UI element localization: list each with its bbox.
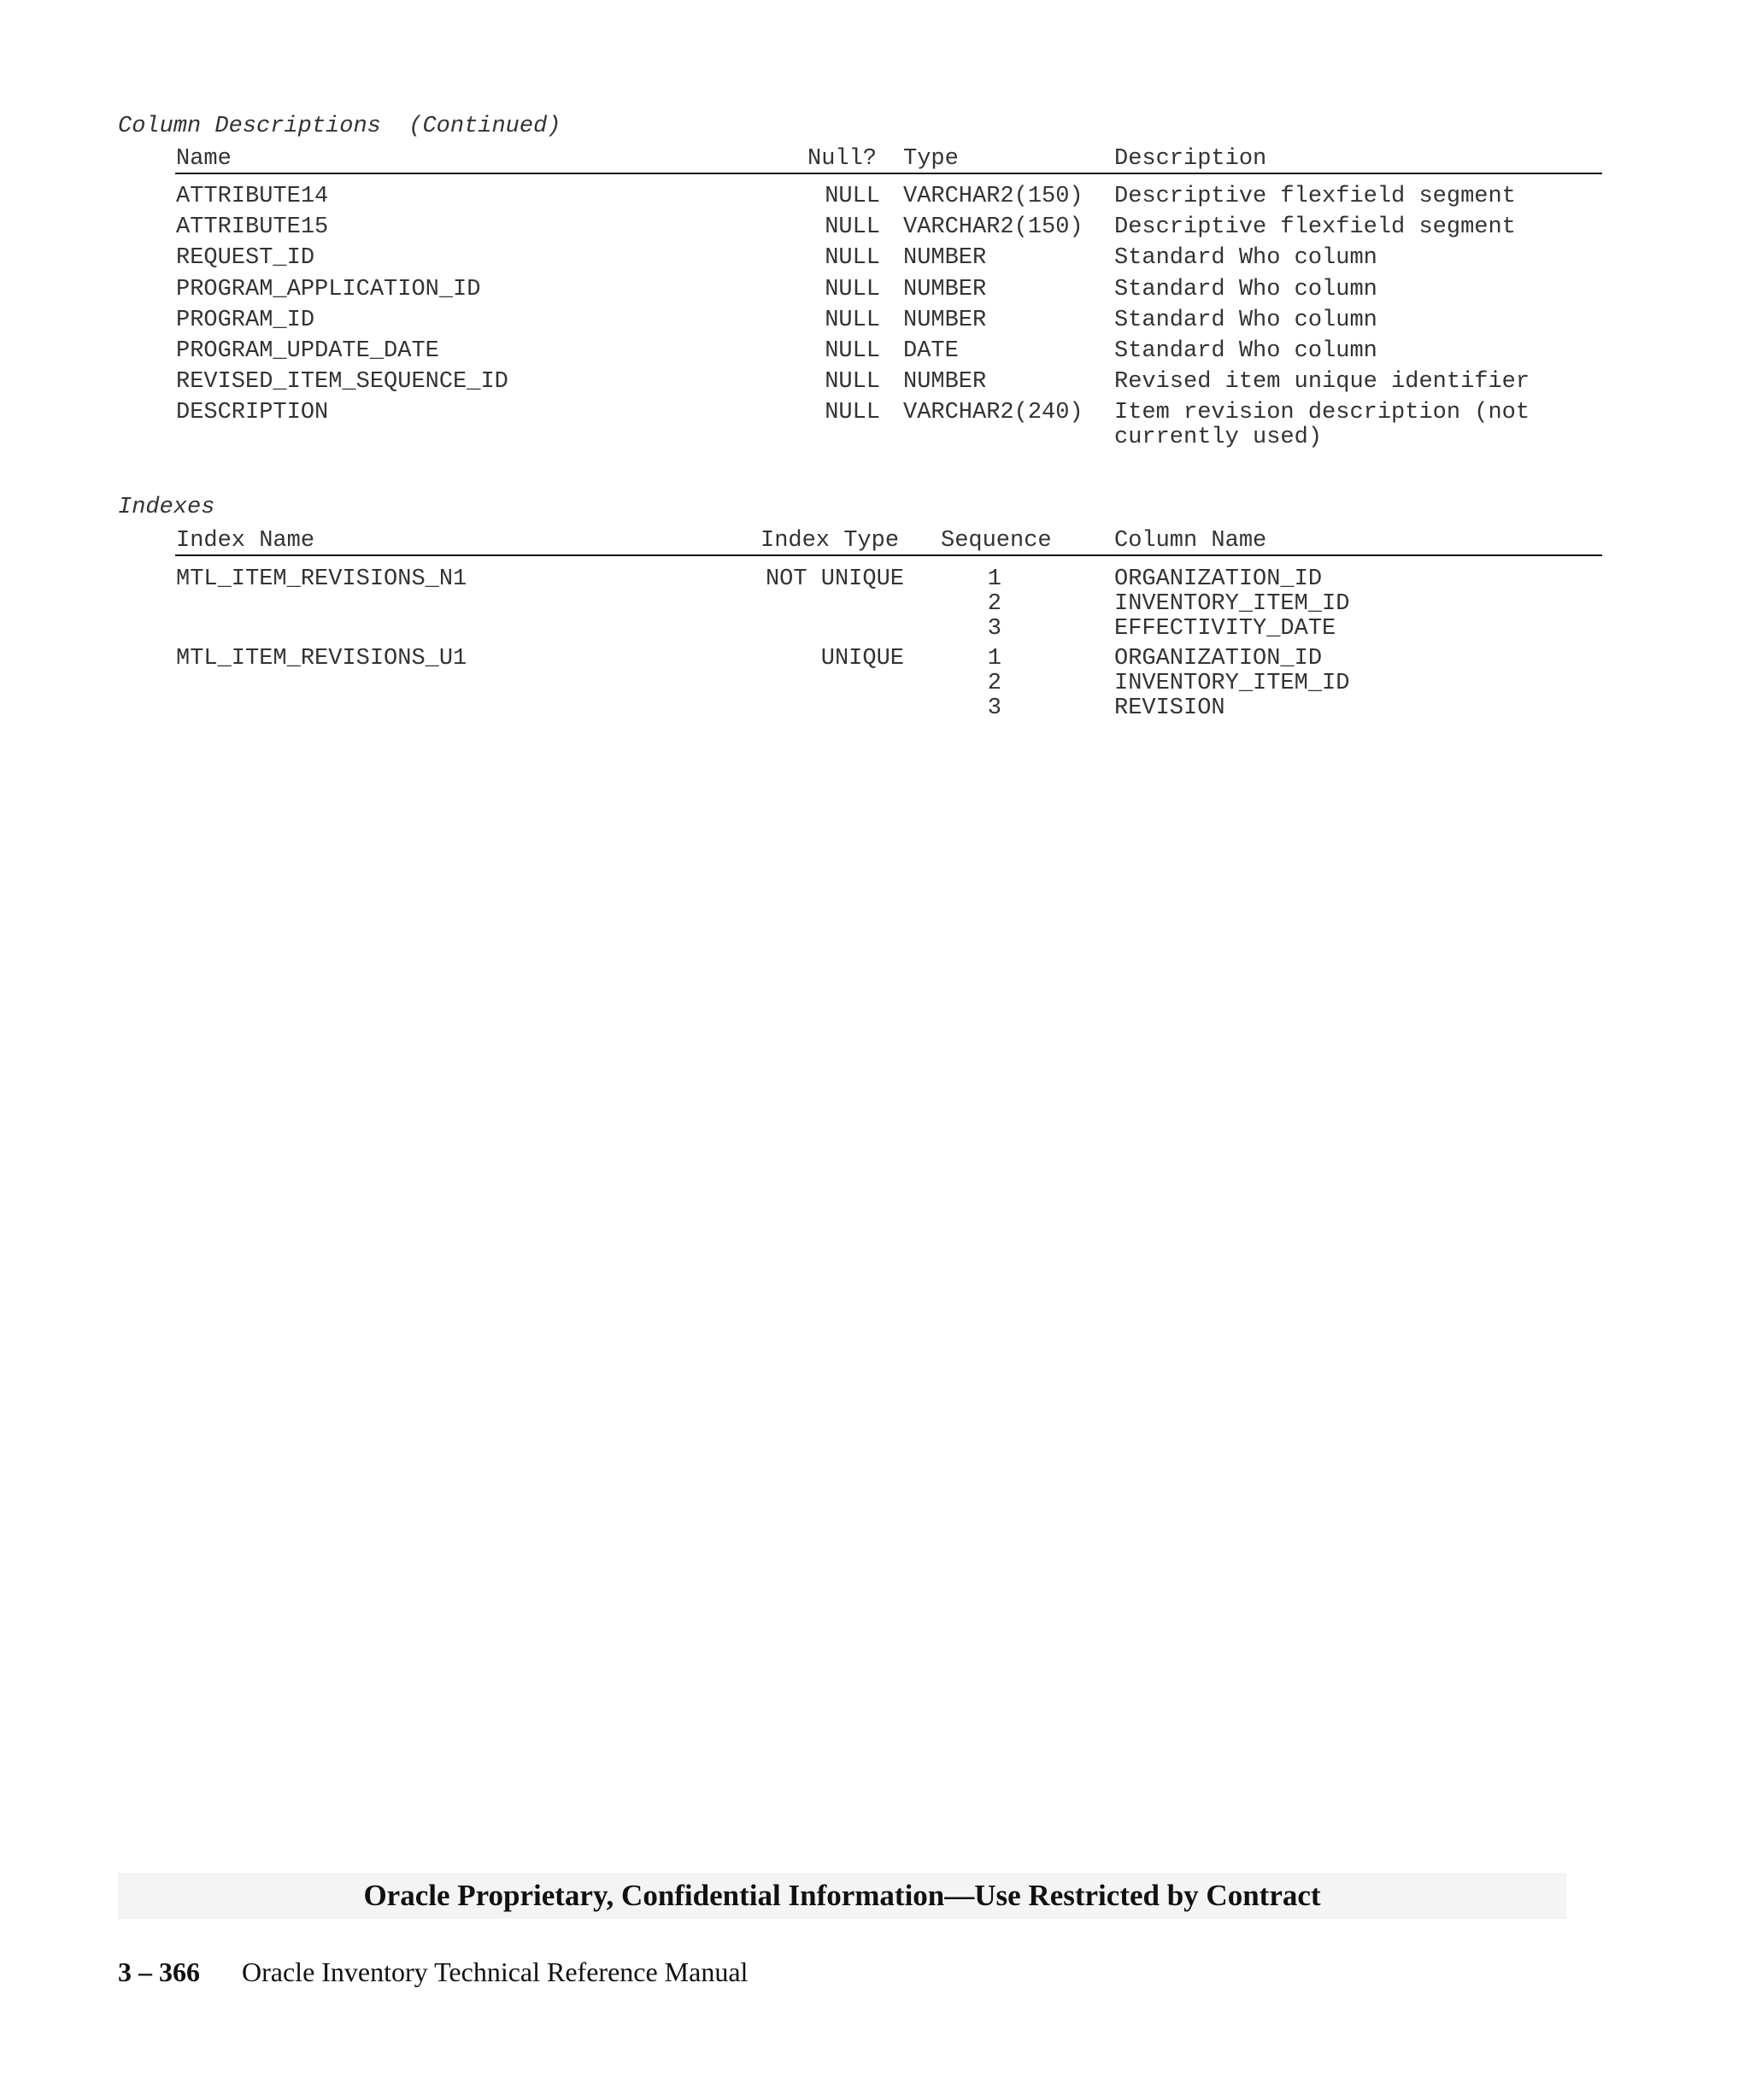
index-name-cell: MTL_ITEM_REVISIONS_U1: [176, 646, 467, 672]
header-index-type: Index Type: [760, 528, 900, 554]
column-description-cell: Standard Who column: [1114, 245, 1377, 271]
column-name-cell: REQUEST_ID: [176, 245, 315, 271]
manual-title: Oracle Inventory Technical Reference Manual: [242, 1956, 749, 1987]
column-type-cell: VARCHAR2(150): [903, 184, 1083, 209]
column-null-cell: NULL: [825, 338, 880, 364]
index-column-name-cell: ORGANIZATION_ID: [1114, 566, 1323, 592]
index-sequence-cell: 2: [987, 591, 1001, 617]
header-description: Description: [1114, 146, 1267, 172]
index-type-cell: NOT UNIQUE: [765, 566, 904, 592]
indexes-title: Indexes: [118, 495, 215, 520]
column-name-cell: ATTRIBUTE15: [176, 214, 329, 240]
index-sequence-cell: 2: [987, 671, 1001, 696]
index-column-name-cell: INVENTORY_ITEM_ID: [1114, 591, 1350, 617]
index-sequence-cell: 1: [987, 566, 1001, 592]
index-header-rule: [175, 554, 1602, 556]
column-type-cell: NUMBER: [903, 245, 987, 271]
column-type-cell: NUMBER: [903, 277, 987, 302]
index-column-name-cell: ORGANIZATION_ID: [1114, 646, 1323, 672]
index-column-name-cell: REVISION: [1114, 695, 1225, 721]
column-null-cell: NULL: [825, 400, 880, 425]
column-type-cell: DATE: [903, 338, 959, 364]
header-column-name: Column Name: [1114, 528, 1267, 554]
column-description-cell: Item revision description (not: [1114, 400, 1530, 425]
column-name-cell: PROGRAM_UPDATE_DATE: [176, 338, 439, 364]
column-description-cell: Descriptive flexfield segment: [1114, 184, 1516, 209]
index-type-cell: UNIQUE: [820, 646, 904, 672]
column-name-cell: PROGRAM_ID: [176, 308, 315, 333]
confidential-banner: [118, 1873, 1566, 1919]
header-null: Null?: [807, 146, 878, 172]
column-type-cell: NUMBER: [903, 308, 987, 333]
column-name-cell: DESCRIPTION: [176, 400, 329, 425]
index-sequence-cell: 3: [987, 616, 1001, 642]
column-description-cell: Descriptive flexfield segment: [1114, 214, 1516, 240]
index-name-cell: MTL_ITEM_REVISIONS_N1: [176, 566, 467, 592]
header-index-name: Index Name: [176, 528, 315, 554]
index-column-name-cell: INVENTORY_ITEM_ID: [1114, 671, 1350, 696]
column-name-cell: REVISED_ITEM_SEQUENCE_ID: [176, 369, 508, 395]
column-type-cell: VARCHAR2(240): [903, 400, 1083, 425]
page-number: 3 – 366: [118, 1956, 200, 1987]
column-description-cell: Revised item unique identifier: [1114, 369, 1530, 395]
column-null-cell: NULL: [825, 184, 880, 209]
index-column-name-cell: EFFECTIVITY_DATE: [1114, 616, 1336, 642]
column-name-cell: PROGRAM_APPLICATION_ID: [176, 277, 481, 302]
column-description-cell: Standard Who column: [1114, 338, 1377, 364]
header-sequence: Sequence: [941, 528, 1052, 554]
column-null-cell: NULL: [825, 245, 880, 271]
column-null-cell: NULL: [825, 277, 880, 302]
index-sequence-cell: 3: [987, 695, 1001, 721]
section-title-text: Column Descriptions: [118, 114, 381, 139]
header-type: Type: [903, 146, 959, 172]
continued-label: (Continued): [408, 114, 561, 139]
header-name: Name: [176, 146, 232, 172]
column-null-cell: NULL: [825, 308, 880, 333]
index-sequence-cell: 1: [987, 646, 1001, 672]
header-rule: [175, 173, 1602, 174]
column-description-cell: Standard Who column: [1114, 277, 1377, 302]
column-description-cell: Standard Who column: [1114, 308, 1377, 333]
column-null-cell: NULL: [825, 369, 880, 395]
column-descriptions-title: [118, 114, 561, 138]
column-type-cell: VARCHAR2(150): [903, 214, 1083, 240]
column-name-cell: ATTRIBUTE14: [176, 184, 329, 209]
column-type-cell: NUMBER: [903, 369, 987, 395]
confidential-notice: Oracle Proprietary, Confidential Information––Use Restricted by Contract: [363, 1879, 1321, 1912]
column-description-cell-continued: currently used): [1114, 425, 1323, 450]
column-null-cell: NULL: [825, 214, 880, 240]
